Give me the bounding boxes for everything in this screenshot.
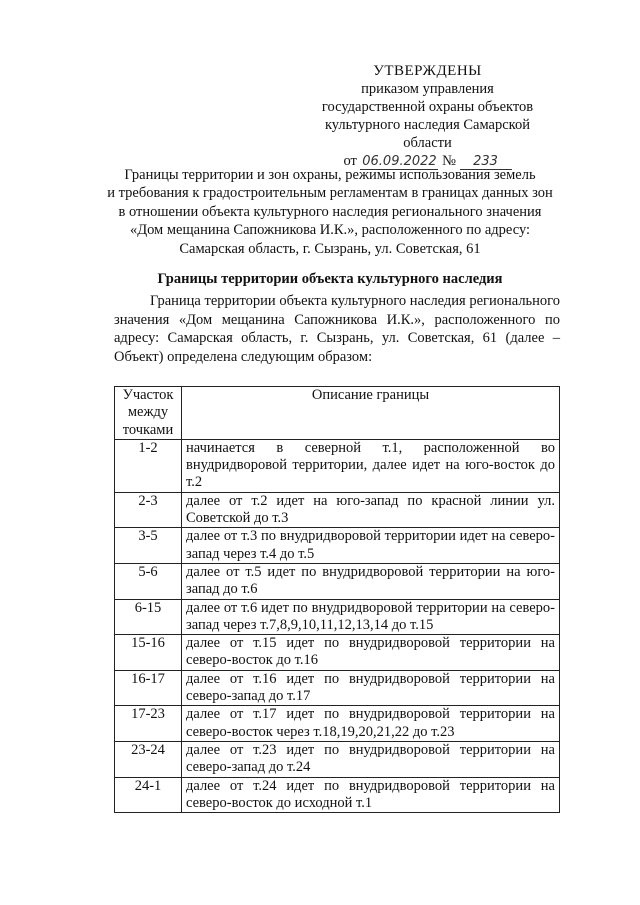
intro-paragraph <box>114 292 560 366</box>
approval-line-3: культурного наследия Самарской области <box>324 117 531 151</box>
description-cell: далее от т.24 идет по внудридворовой территории на северо-восток до исходной т.1 <box>182 777 560 813</box>
segment-cell: 3-5 <box>115 528 182 564</box>
segment-cell: 23-24 <box>115 741 182 777</box>
table-row <box>115 439 560 492</box>
table-row <box>115 741 560 777</box>
segment-cell: 2-3 <box>115 492 182 528</box>
segment-cell: 24-1 <box>115 777 182 813</box>
column-header-segment: Участок между точками <box>115 387 182 440</box>
handwritten-date: 06.09.2022 <box>362 154 437 169</box>
description-cell: далее от т.3 по внудридворовой территории идет на северо-запад через т.4 до т.5 <box>182 528 560 564</box>
description-cell: далее от т.6 идет по внудридворовой территории на северо-запад через т.7,8,9,10,11,12,13,14 до т.15 <box>182 599 560 635</box>
approval-line-2: государственной охраны объектов <box>321 99 534 115</box>
segment-cell: 16-17 <box>115 670 182 706</box>
table-row <box>115 492 560 528</box>
heading-line: «Дом мещанина Сапожникова И.К.», расположенного по адресу: <box>129 222 531 239</box>
segment-cell: 1-2 <box>115 439 182 492</box>
table-row <box>115 563 560 599</box>
section-title: Границы территории объекта культурного наследия <box>157 271 503 287</box>
table-row <box>115 635 560 671</box>
document-heading <box>80 166 580 258</box>
table-row <box>115 528 560 564</box>
approval-block <box>300 62 555 170</box>
date-prefix: от <box>343 153 357 169</box>
table-row <box>115 706 560 742</box>
intro-text: Граница территории объекта культурного наследия регионального значения «Дом мещанина Сапожникова И.К.», расположенного по адресу: Самарская область, г. Сызрань, ул. Советская, 61 (далее – Объект) определена следующим образом: <box>114 293 561 365</box>
segment-cell: 6-15 <box>115 599 182 635</box>
description-cell: начинается в северной т.1, расположенной во внудридворовой территории, далее идет на юго-восток до т.2 <box>182 439 560 492</box>
description-cell: далее от т.5 идет по внудридворовой территории на юго-запад до т.6 <box>182 563 560 599</box>
table-row <box>115 670 560 706</box>
column-header-description: Описание границы <box>182 387 560 440</box>
description-cell: далее от т.15 идет по внудридворовой территории на северо-восток до т.16 <box>182 635 560 671</box>
handwritten-number: 233 <box>460 155 512 170</box>
table-row <box>115 777 560 813</box>
description-cell: далее от т.17 идет по внудридворовой территории на северо-восток через т.18,19,20,21,22 до т.23 <box>182 706 560 742</box>
segment-cell: 5-6 <box>115 563 182 599</box>
approval-line-1: приказом управления <box>361 81 494 97</box>
heading-line: Самарская область, г. Сызрань, ул. Советская, 61 <box>179 240 481 257</box>
boundary-table <box>114 386 560 813</box>
segment-cell: 15-16 <box>115 635 182 671</box>
description-cell: далее от т.16 идет по внудридворовой территории на северо-запад до т.17 <box>182 670 560 706</box>
table-header-row <box>115 387 560 440</box>
description-cell: далее от т.2 идет на юго-запад по красной линии ул. Советской до т.3 <box>182 492 560 528</box>
description-cell: далее от т.23 идет по внудридворовой территории на северо-запад до т.24 <box>182 741 560 777</box>
heading-line: в отношении объекта культурного наследия регионального значения <box>118 203 542 220</box>
number-prefix: № <box>442 153 456 169</box>
approval-title: УТВЕРЖДЕНЫ <box>373 63 482 79</box>
segment-cell: 17-23 <box>115 706 182 742</box>
heading-line: Границы территории и зон охраны, режимы использования земель <box>124 167 536 183</box>
table-row <box>115 599 560 635</box>
heading-line: и требования к градостроительным регламентам в границах данных зон <box>107 185 553 202</box>
